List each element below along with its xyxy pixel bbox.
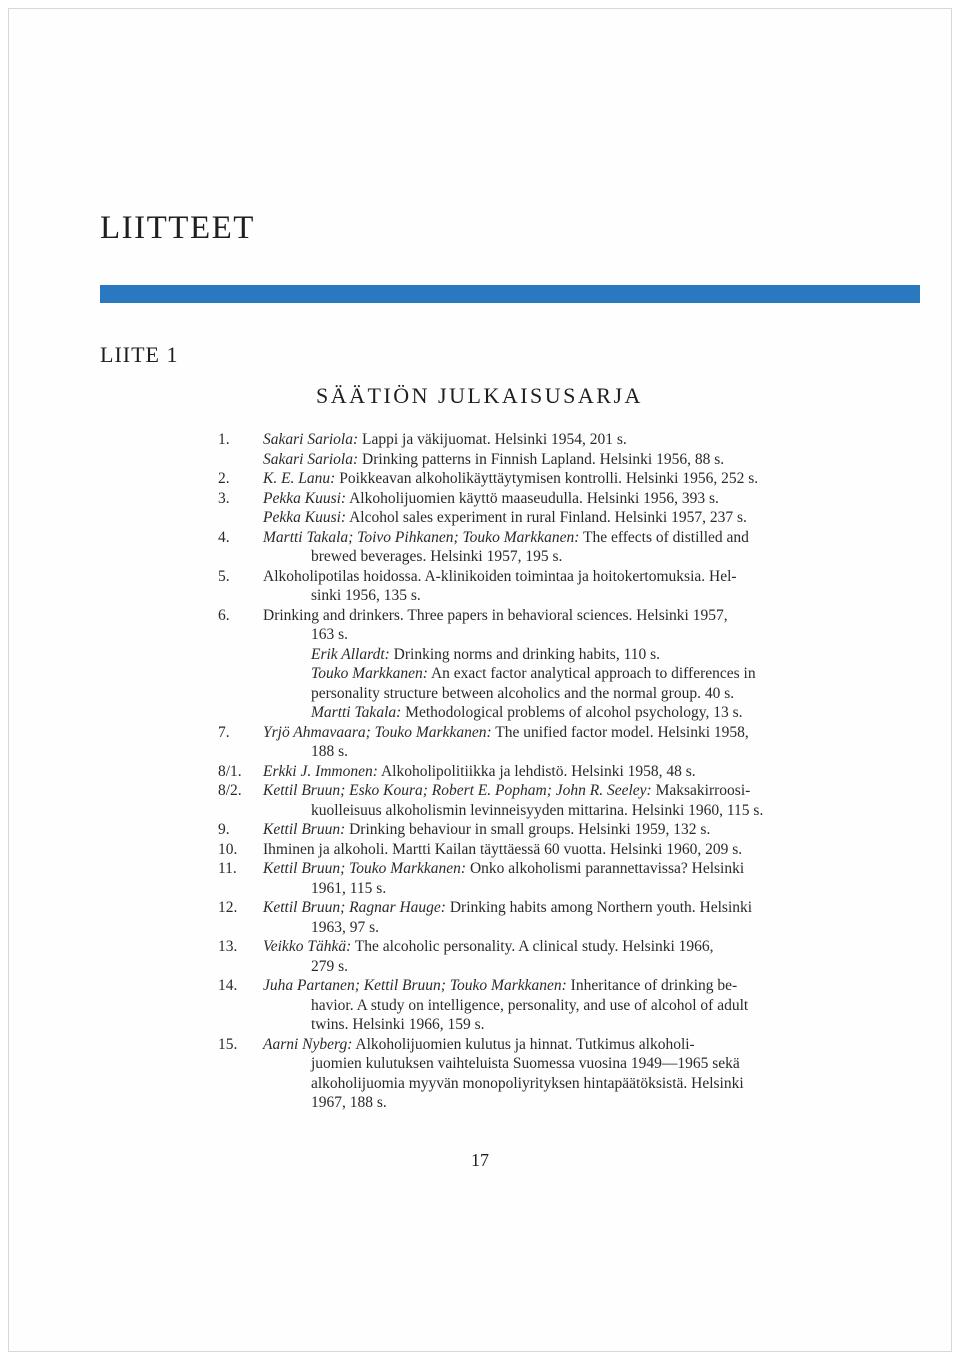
- entry-body: [263, 937, 818, 976]
- list-item: [218, 1035, 818, 1113]
- entry-text: Ihminen ja alkoholi. Martti Kailan täyttäessä 60 vuotta. Helsinki 1960, 209 s.: [263, 840, 743, 858]
- list-item: [218, 781, 818, 820]
- entry-text: Methodological problems of alcohol psychology, 13 s.: [401, 704, 743, 721]
- entry-line: [263, 820, 818, 840]
- entry-text: sinki 1956, 135 s.: [311, 587, 421, 604]
- entry-text: 163 s.: [311, 626, 349, 643]
- entry-number: 8/1.: [218, 762, 242, 780]
- list-item: [218, 937, 818, 976]
- author-name: Martti Takala; Toivo Pihkanen; Touko Markkanen:: [263, 528, 580, 546]
- entry-line: [263, 996, 818, 1016]
- entry-line: [263, 625, 818, 645]
- entry-text: Alkoholipolitiikka ja lehdistö. Helsinki 1958, 48 s.: [377, 762, 696, 780]
- entry-line: [263, 1035, 818, 1055]
- entry-line: [263, 840, 818, 860]
- author-name: Touko Markkanen:: [311, 665, 428, 682]
- entry-line: [263, 664, 818, 684]
- entry-text: Lappi ja väkijuomat. Helsinki 1954, 201 s.: [358, 431, 627, 448]
- author-name: Juha Partanen; Kettil Bruun; Touko Markkanen:: [263, 977, 567, 994]
- entry-line: [263, 898, 818, 918]
- entry-number: 11.: [218, 860, 237, 877]
- list-item: [218, 898, 818, 937]
- entry-number: 3.: [218, 489, 230, 507]
- entry-text: Drinking habits among Northern youth. Helsinki: [445, 899, 753, 916]
- entry-text: brewed beverages. Helsinki 1957, 195 s.: [311, 548, 563, 565]
- list-item: [218, 859, 818, 898]
- entry-text: Inheritance of drinking be-: [566, 977, 738, 994]
- list-item: [218, 567, 818, 606]
- entry-line: [263, 1074, 818, 1094]
- author-name: Martti Takala:: [311, 704, 402, 721]
- entry-line: [263, 859, 818, 879]
- list-item: [218, 723, 818, 762]
- entry-line: [263, 606, 818, 626]
- entry-line: [263, 723, 818, 743]
- entry-line: [263, 489, 818, 509]
- entry-line: [263, 742, 818, 762]
- list-item: [218, 976, 818, 1035]
- author-name: Kettil Bruun:: [263, 821, 346, 838]
- entry-line: [263, 703, 818, 723]
- entry-text: Poikkeavan alkoholikäyttäytymisen kontrolli. Helsinki 1956, 252 s.: [335, 470, 759, 487]
- entry-number: 7.: [218, 723, 230, 741]
- entry-body: [263, 820, 818, 840]
- author-name: Pekka Kuusi:: [263, 509, 347, 526]
- entry-text: kuolleisuus alkoholismin levinneisyyden mittarina. Helsinki 1960, 115 s.: [311, 801, 764, 819]
- entry-line: [263, 684, 818, 704]
- entry-line: [263, 976, 818, 996]
- list-item: [218, 469, 818, 489]
- entry-body: [263, 840, 818, 860]
- entry-line: [263, 918, 818, 938]
- entry-text: Onko alkoholismi parannettavissa? Helsinki: [466, 860, 745, 877]
- author-name: Kettil Bruun; Esko Koura; Robert E. Popham; John R. Seeley:: [263, 782, 652, 799]
- entry-body: [263, 976, 818, 1035]
- author-name: Erik Allardt:: [311, 645, 390, 663]
- author-name: Erkki J. Immonen:: [263, 762, 378, 780]
- entry-body: [263, 567, 818, 606]
- entry-line: [263, 450, 818, 470]
- list-item: [218, 606, 818, 723]
- entry-line: [263, 957, 818, 977]
- entry-body: [263, 781, 818, 820]
- entry-text: 1961, 115 s.: [311, 879, 387, 897]
- entry-line: [263, 547, 818, 567]
- list-item: [218, 840, 818, 860]
- entry-number: 14.: [218, 977, 238, 994]
- entry-text: Alkoholijuomien käyttö maaseudulla. Helsinki 1956, 393 s.: [346, 489, 719, 507]
- entry-text: Drinking and drinkers. Three papers in behavioral sciences. Helsinki 1957,: [263, 606, 728, 624]
- entry-number: 10.: [218, 840, 238, 858]
- entry-number: 13.: [218, 938, 238, 955]
- entry-line: [263, 645, 818, 665]
- author-name: Kettil Bruun; Touko Markkanen:: [263, 860, 467, 877]
- entry-text: The effects of distilled and: [579, 528, 749, 546]
- entry-line: [263, 879, 818, 899]
- entry-number: 5.: [218, 567, 230, 585]
- entry-line: [263, 937, 818, 957]
- page-heading: LIITTEET: [100, 210, 255, 246]
- entry-text: Alcohol sales experiment in rural Finland. Helsinki 1957, 237 s.: [346, 509, 747, 526]
- entry-text: Alkoholipotilas hoidossa. A-klinikoiden toimintaa ja hoitokertomuksia. Hel-: [263, 567, 737, 585]
- entry-number: 2.: [218, 470, 230, 487]
- entry-body: [263, 859, 818, 898]
- entry-text: 279 s.: [311, 957, 349, 975]
- entry-text: Maksakirroosi-: [651, 782, 751, 799]
- list-item: [218, 820, 818, 840]
- entry-text: twins. Helsinki 1966, 159 s.: [311, 1016, 485, 1033]
- entry-text: The unified factor model. Helsinki 1958,: [491, 723, 749, 741]
- entry-body: [263, 469, 818, 489]
- author-name: Sakari Sariola:: [263, 450, 359, 468]
- list-item: [218, 489, 818, 528]
- entry-text: The alcoholic personality. A clinical study. Helsinki 1966,: [351, 938, 714, 955]
- entry-number: 12.: [218, 899, 238, 916]
- author-name: K. E. Lanu:: [263, 470, 336, 487]
- list-item: [218, 430, 818, 469]
- entry-body: [263, 606, 818, 723]
- entry-text: Drinking norms and drinking habits, 110 s.: [389, 645, 661, 663]
- entry-number: 8/2.: [218, 782, 242, 799]
- author-name: Yrjö Ahmavaara; Touko Markkanen:: [263, 723, 492, 741]
- entry-number: 9.: [218, 821, 230, 838]
- entry-text: alkoholijuomia myyvän monopoliyrityksen hintapäätöksistä. Helsinki: [311, 1074, 744, 1092]
- entry-text: Drinking patterns in Finnish Lapland. Helsinki 1956, 88 s.: [358, 450, 725, 468]
- entry-line: [263, 1015, 818, 1035]
- entry-line: [263, 469, 818, 489]
- entry-line: [263, 508, 818, 528]
- entry-text: havior. A study on intelligence, personality, and use of alcohol of adult: [311, 996, 749, 1014]
- entry-body: [263, 528, 818, 567]
- entry-body: [263, 1035, 818, 1113]
- entry-body: [263, 489, 818, 528]
- entry-line: [263, 1093, 818, 1113]
- entry-line: [263, 528, 818, 548]
- entry-text: 1963, 97 s.: [311, 918, 380, 936]
- entry-number: 4.: [218, 528, 230, 546]
- entry-text: juomien kulutuksen vaihteluista Suomessa vuosina 1949—1965 sekä: [311, 1055, 740, 1072]
- entry-body: [263, 430, 818, 469]
- entry-text: Drinking behaviour in small groups. Helsinki 1959, 132 s.: [345, 821, 711, 838]
- entry-line: [263, 586, 818, 606]
- appendix-label: LIITE 1: [100, 342, 179, 367]
- publication-list: [218, 430, 818, 1113]
- author-name: Pekka Kuusi:: [263, 489, 347, 507]
- entry-line: [263, 781, 818, 801]
- entry-text: 188 s.: [311, 743, 349, 760]
- entry-line: [263, 567, 818, 587]
- list-item: [218, 762, 818, 782]
- list-item: [218, 528, 818, 567]
- author-name: Aarni Nyberg:: [263, 1035, 353, 1053]
- entry-line: [263, 762, 818, 782]
- entry-body: [263, 762, 818, 782]
- series-title: SÄÄTIÖN JULKAISUSARJA: [316, 383, 643, 408]
- entry-text: personality structure between alcoholics and the normal group. 40 s.: [311, 684, 735, 702]
- entry-text: An exact factor analytical approach to differences in: [427, 665, 756, 682]
- author-name: Veikko Tähkä:: [263, 938, 352, 955]
- author-name: Kettil Bruun; Ragnar Hauge:: [263, 899, 446, 916]
- entry-number: 15.: [218, 1035, 238, 1053]
- entry-line: [263, 1054, 818, 1074]
- entry-number: 1.: [218, 431, 230, 448]
- entry-text: Alkoholijuomien kulutus ja hinnat. Tutkimus alkoholi-: [352, 1035, 695, 1053]
- entry-text: 1967, 188 s.: [311, 1094, 387, 1111]
- entry-line: [263, 801, 818, 821]
- entry-body: [263, 723, 818, 762]
- entry-line: [263, 430, 818, 450]
- page-number: 17: [471, 1150, 489, 1170]
- author-name: Sakari Sariola:: [263, 431, 359, 448]
- entry-number: 6.: [218, 606, 230, 624]
- entry-body: [263, 898, 818, 937]
- accent-bar: [100, 285, 920, 303]
